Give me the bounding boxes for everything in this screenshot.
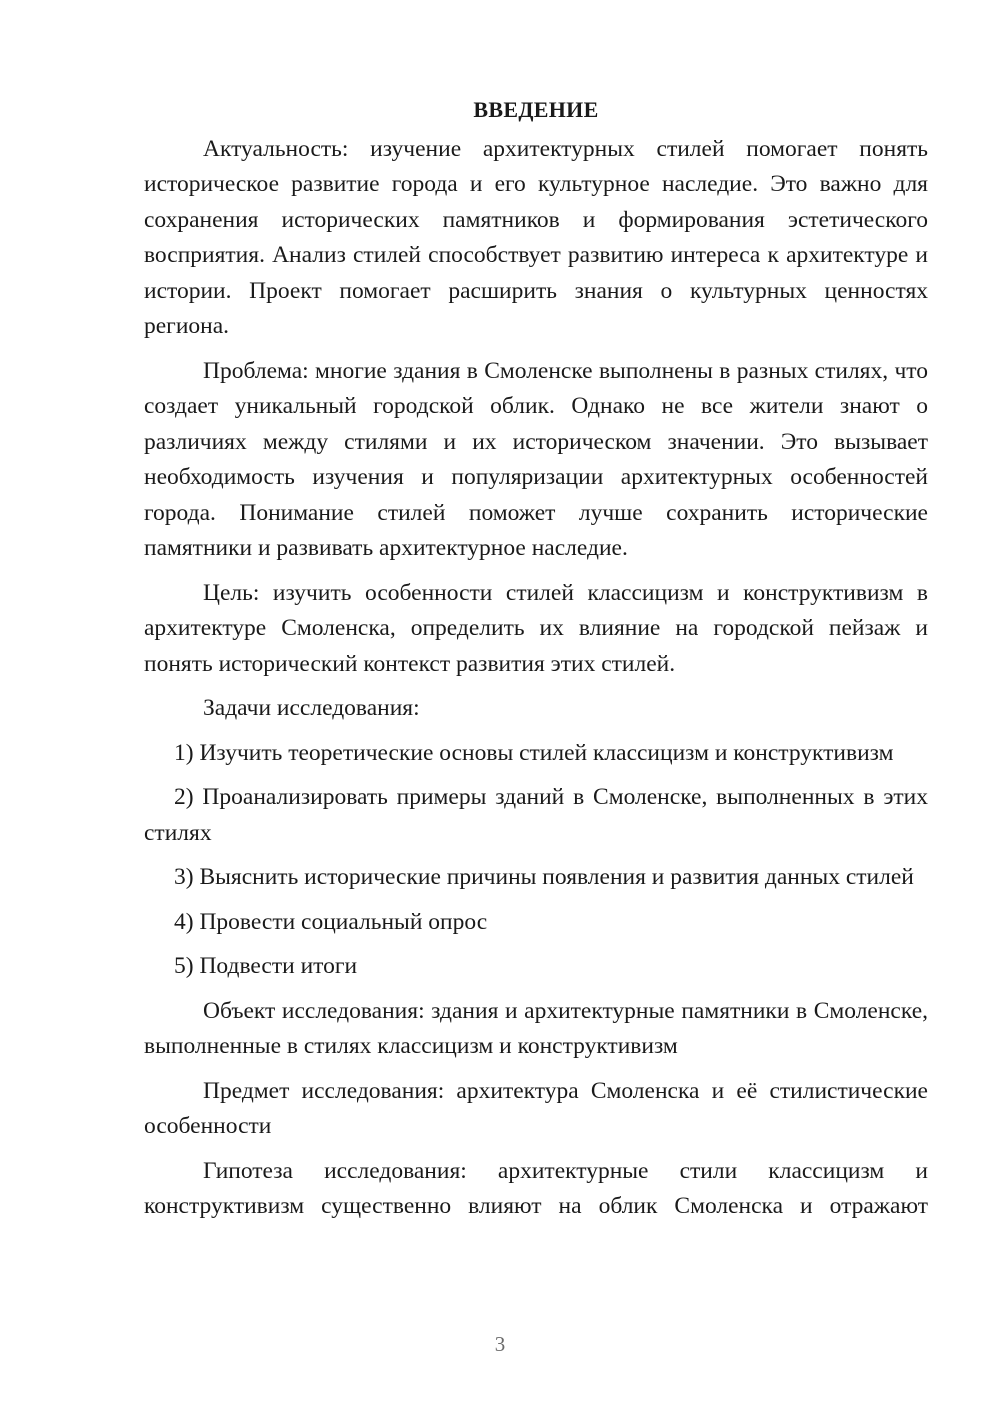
task-item-2: 2) Проанализировать примеры зданий в Смоленске, выполненных в этих стилях: [144, 784, 928, 846]
paragraph-object: Объект исследования: здания и архитектурные памятники в Смоленске, выполненные в стилях классицизм и конструктивизм: [144, 997, 928, 1059]
section-title: ВВЕДЕНИЕ: [473, 97, 599, 122]
task-item-4: 4) Провести социальный опрос: [174, 908, 488, 935]
paragraph-hypothesis: Гипотеза исследования: архитектурные стили классицизм и конструктивизм существенно влияют на облик Смоленска и отражают: [144, 1157, 928, 1219]
page-number: 3: [494, 1332, 506, 1356]
paragraph-subject: Предмет исследования: архитектура Смоленска и её стилистические особенности: [144, 1077, 928, 1139]
task-item-5: 5) Подвести итоги: [174, 953, 358, 979]
task-item-1: 1) Изучить теоретические основы стилей классицизм и конструктивизм: [174, 739, 894, 766]
paragraph-relevance: Актуальность: изучение архитектурных стилей помогает понять историческое развитие города и его культурное наследие. Это важно для сохранения исторических памятников и формирования эстетического восприятия. Анализ стилей способствует развитию интереса к архитектуре и истории. Проект помогает расширить знания о культурных ценностях региона.: [144, 135, 928, 339]
paragraph-tasks-heading: Задачи исследования:: [203, 695, 420, 721]
task-item-3: 3) Выяснить исторические причины появления и развития данных стилей: [174, 864, 914, 890]
paragraph-problem: Проблема: многие здания в Смоленске выполнены в разных стилях, что создает уникальный городской облик. Однако не все жители знают о различиях между стилями и их историческом значении. Это вызывает необходимость изучения и популяризации архитектурных особенностей города. Понимание стилей поможет лучше сохранить исторические памятники и развивать архитектурное наследие.: [144, 357, 928, 561]
document-page: [144, 92, 928, 1234]
paragraph-goal: Цель: изучить особенности стилей классицизм и конструктивизм в архитектуре Смоленска, определить их влияние на городской пейзаж и понять исторический контекст развития этих стилей.: [144, 579, 928, 677]
